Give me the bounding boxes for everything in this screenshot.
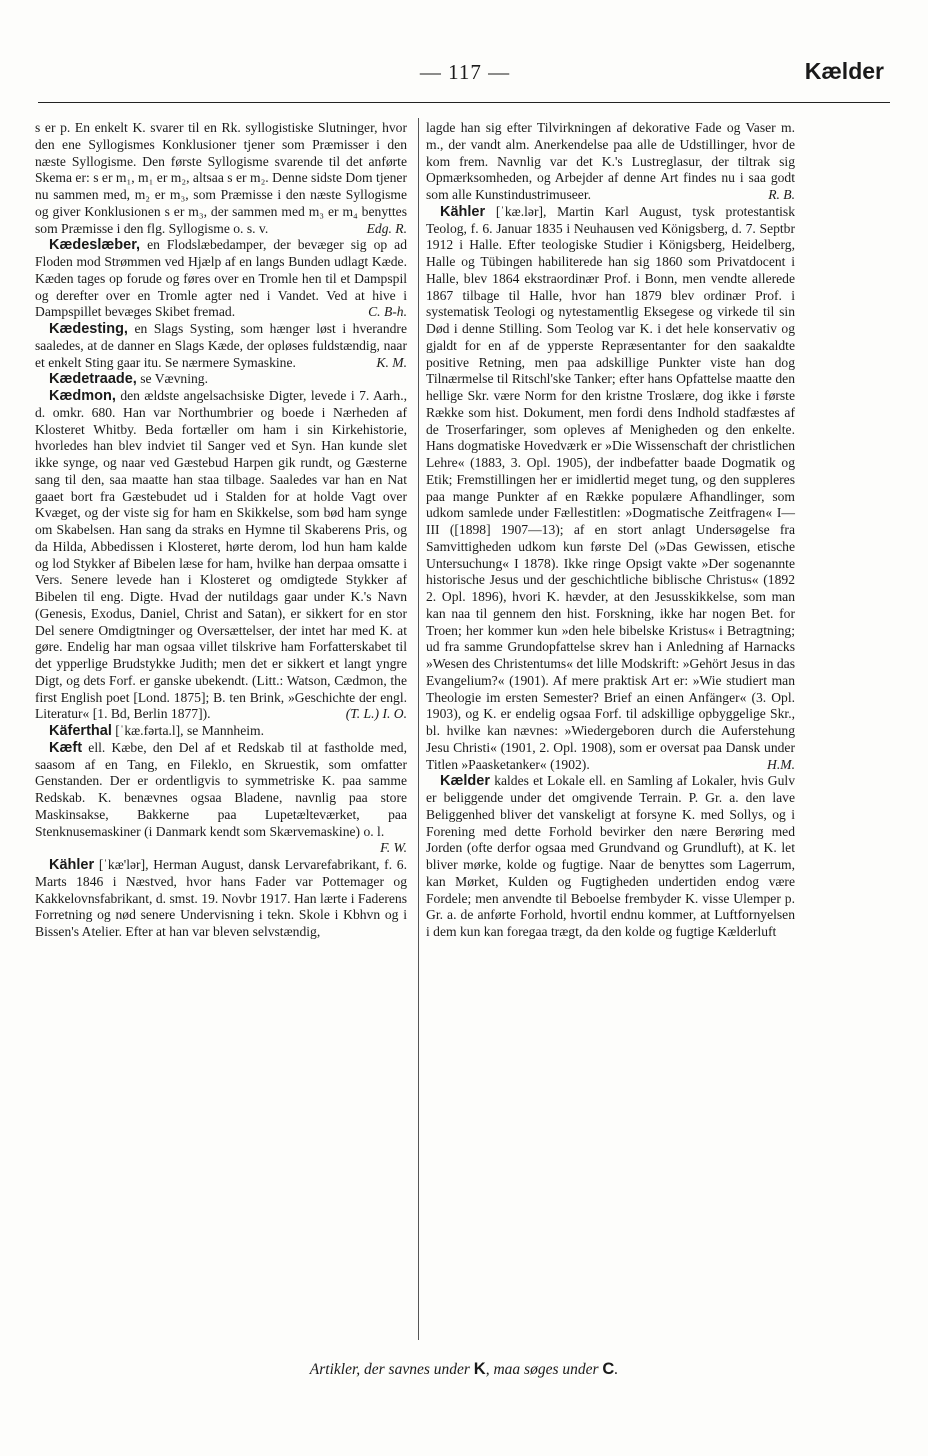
entry-headword: Kæft (49, 739, 83, 756)
entry-signature: F. W. (380, 840, 407, 856)
entry-text: en Slags Systing, som hænger løst i hverandre saaledes, at de danner en Slags Kæde, der opløses fuldstændig, naar et enkelt Sting gaar itu. Se nærmere Symaskine. (35, 321, 407, 370)
running-head: Kælder (804, 58, 884, 84)
entry-headword: Kähler (49, 857, 95, 873)
footer-letter-k: K (473, 1360, 486, 1378)
entry-headword: Kælder (440, 773, 490, 790)
footer-text: . (614, 1361, 619, 1378)
page-footer-note (0, 1360, 928, 1379)
entry-text: [ˈkæ.fərta.l], se Mannheim. (115, 723, 264, 738)
entry-text: ell. Kæbe, den Del af et Redskab til at fastholde med, saasom af en Tang, en Fileklo, en Skruestik, som omfatter Genstanden. Der er ordentligvis to symmetriske K. paa samme Redskab. K. benævnes ogsaa Bladene, navnlig paa store Maskinsakse, Bakkerne paa Lupetælteværket, paa Stenknusemaskiner (i Danmark kendt som Skærvemaskine) o. l. (35, 739, 407, 839)
entry-headword: Kædetraade, (49, 371, 137, 388)
entry-kaedetraade (35, 371, 407, 388)
footer-text: Artikler, der savnes under (309, 1361, 474, 1378)
entry-signature: K. M. (376, 354, 407, 370)
entry-kaelder (426, 773, 795, 941)
page-header (38, 60, 892, 100)
entry-kaehler-herman (35, 857, 407, 941)
entry-kaeferthal (35, 723, 407, 740)
entry-text: se Vævning. (140, 371, 208, 387)
column-divider (418, 118, 419, 1340)
entry-text: kaldes et Lokale ell. en Samling af Lokaler, hvis Gulv er beliggende under det omgivende Terrain. P. Gr. a. den lave Beliggenhed bliver det vanskeligt at forsyne K. med Sollys, og i Forening med dette Forhold bevirker den nære Berøring med Jorden (ofte derfor ogsaa med Grundvand og Grundluft), at K. let bliver mørke, kolde og fugtige. Naar de benyttes som Lagerrum, kan Mørket, Kulden og Fugtigheden undertiden endog være Fordele; men anvendte til Beboelse frembyder K. visse Ulemper p. Gr. a. de anførte Forhold, hvortil endnu kommer, at Luftfornyelsen i dem kun kan foregaa trægt, da den kolde og fugtige Kælderluft (426, 773, 795, 939)
entry-kaedeslaeber (35, 237, 407, 321)
header-rule (38, 102, 890, 103)
entry-kaedesting (35, 321, 407, 371)
right-column (426, 120, 795, 941)
entry-signature: C. B-h. (368, 304, 407, 320)
entry-headword: Kähler (440, 203, 486, 220)
entry-signature: R. B. (768, 187, 795, 202)
entry-continued (35, 120, 407, 237)
entry-text: lagde han sig efter Tilvirkningen af dekorative Fade og Vaser m. m., der vandt alm. Anerkendelse paa alle de Udstillinger, hvor de kom frem. Navnlig var det K.'s Lustreglasur, der tiltrak sig Opmærksomheden, og Arbejder af denne Art findes nu i saa godt som alle Kunstindustrimuseer. (426, 120, 795, 202)
entry-headword: Kædmon, (49, 388, 116, 404)
entry-headword: Käferthal (49, 723, 112, 739)
entry-text: s er p. En enkelt K. svarer til en Rk. syllogistiske Slutninger, hvor den ene Syllogismes Konklusioner tjener som Præmisser i den næste Syllogisme. Den første Syllogisme svarende til det anførte Skema er: s er m₁, m₁ er m₂, altsaa s er m₂. Denne sidste Dom tjener nu sammen med, m₂ er m₃, som Præmisse i den næste Syllogisme og giver Konklusionen s er m₃, der sammen med m₃ er m₄ benyttes som Præmisse i den flg. Syllogisme o. s. v. (35, 120, 407, 236)
entry-headword: Kædesting, (49, 321, 128, 337)
entry-text: [ˈkæ'lər], Herman August, dansk Lervarefabrikant, f. 6. Marts 1846 i Næstved, hvor hans Fader var Pottemager og Kakkelovnsfabrikant, d. smst. 19. Novbr 1917. Han lærte i Faderens Forretning og nød senere Undervisning i tekn. Skole i Kbhvn og i Bissen's Atelier. Efter at han var bleven selvstændig, (35, 857, 407, 939)
entry-signature: (T. L.) I. O. (345, 706, 407, 722)
footer-text: , maa søges under (485, 1361, 603, 1378)
left-column (35, 120, 407, 941)
entry-signature: Edg. R. (366, 220, 407, 236)
page-number: — 117 — (419, 60, 511, 84)
entry-continued (426, 120, 795, 204)
entry-text: [ˈkæ.lər], Martin Karl August, tysk protestantisk Teolog, f. 6. Januar 1835 i Neuhausen ved Königsberg, d. 7. Septbr 1912 i Halle. Efter teologiske Studier i Königsberg, Heidelberg, Halle og Tübingen habiliterede han sig 1860 som Privatdocent i Halle, blev 1864 ekstraordinær Prof. i Bonn, men vendte allerede 1867 tilbage til Halle, hvor han 1879 blev ordinær Prof. i systematisk Teologi og nytestamentlig Eksegese og virkede til sin Død i denne Stilling. Som Teolog var K. i det hele konservativ og gjaldt for en af de ypperste Repræsentanter for den saakaldte positive Retning, men paa adskillige Punkter viste han dog Tilnærmelse til Ritschl'ske Tanker; efter hans Opfattelse maatte den hellige Skr. være Norm for den kristne Troslære, dog ikke i første Række som hist. Dokument, men fordi dens Indhold stadfæstes af de Troserfaringer, som opleves af Menigheden og den enkelte. Hans dogmatiske Hovedværk er »Die Wissenschaft der christlichen Lehre« (1883, 3. Opl. 1905), der indbefatter baade Dogmatik og Etik; Fremstillingen her er imidlertid meget tung, og den suppleres paa mange Punkter af en Række populære Afhandlinger, som udkom samlede under Fællestitlen: »Dogmatische Zeitfragen« I—III ([1898] 1907—13); af en stort anlagt Undersøgelse fra Samvittigheden udkom kun første Del (»Das Gewissen, etische Untersuchung« I 1878). Ikke ringe Opsigt vakte »Der sogenannte historische Jesus und der geschichtliche biblische Christus« (1892 2. Opl. 1896), hvori K. hævder, at den Jesusskikkelse, som man kan naa til gennem den hist. Forskning, ikke har nogen Bet. for Troen; her kommer kun »den hele bibelske Kristus« i Betragtning; ud fra samme Grundopfattelse skrev han i Anledning af Harnacks »Wesen des Christentums« det lille Modskrift: »Gehört Jesus in das Evangelium?« (1901). Af mere praktisk Art er: »Wie studiert man Theologie im ersten Semester? Brief an einen Anfänger« (3. Opl. 1903), og K. er endelig ogsaa Forf. til adskillige opbyggelige Skr., bl. hvilke kan nævnes: »Wiedergeboren durch die Auferstehung Jesu Christi« (1901, 2. Opl. 1908), som er oversat paa Dansk under Titlen »Paasketanker« (1902). (426, 203, 795, 772)
entry-kaehler-martin (426, 204, 795, 774)
entry-headword: Kædeslæber, (49, 237, 141, 254)
entry-kaedmon (35, 388, 407, 723)
footer-letter-c: C (602, 1360, 615, 1378)
entry-text: en Flodslæbedamper, der bevæger sig op ad Floden mod Strømmen ved Hjælp af en langs Bunden udlagt Kæde. Kæden tages op forude og føres over en Tromle hen til et Dampspil og derefter over en Tromle agter ned i Vandet. Ved at hive i Dampspillet bevæges Skibet fremad. (35, 237, 407, 320)
entry-text: den ældste angelsachsiske Digter, levede i 7. Aarh., d. omkr. 680. Han var Northumbrier og boede i Nærheden af Klosteret Whitby. Beda fortæller om ham i sin Kirkehistorie, hvorledes han blev indviet til Sanger ved et Syn. Han kunde slet ikke synge, og naar ved Gæstebud Harpen gik rundt, og Gæsterne sang til den, saa maatte han staa tilbage. Saaledes var han en Nat gaaet bort fra Gæstebudet ud i Stalden for at holde Vagt over Kvæget, og der viste sig for ham en Skikkelse, som bød ham synge om Skabelsen. Han sang da straks en Hymne til Skaberens Pris, og da Hilda, Abbedissen i Klosteret, hørte derom, lod hun ham kalde og lod Stykker af Bibelen læse for ham, hvilke han derpaa omsatte i Vers. Senere levede han i Klosteret og omdigtede Stykker af Bibelen til eng. Digte. Hvad der nutildags gaar under K.'s Navn (Genesis, Exodus, Daniel, Christ and Satan), er sikkert for en stor Del senere Omdigtninger og Oversættelser, der intet har med K. at gøre. Endelig har man ogsaa villet tilskrive ham Forfatterskabet til det ypperlige Brudstykke Judith; men det er sikkert et langt yngre Digt, og dets Forf. er ganske ubekendt. (Litt.: Watson, Cædmon, the first English poet [Lond. 1875]; B. ten Brink, »Geschichte der engl. Literatur« [1. Bd, Berlin 1877]). (35, 388, 407, 722)
entry-signature: H.M. (767, 756, 795, 772)
entry-kaeft (35, 739, 407, 856)
